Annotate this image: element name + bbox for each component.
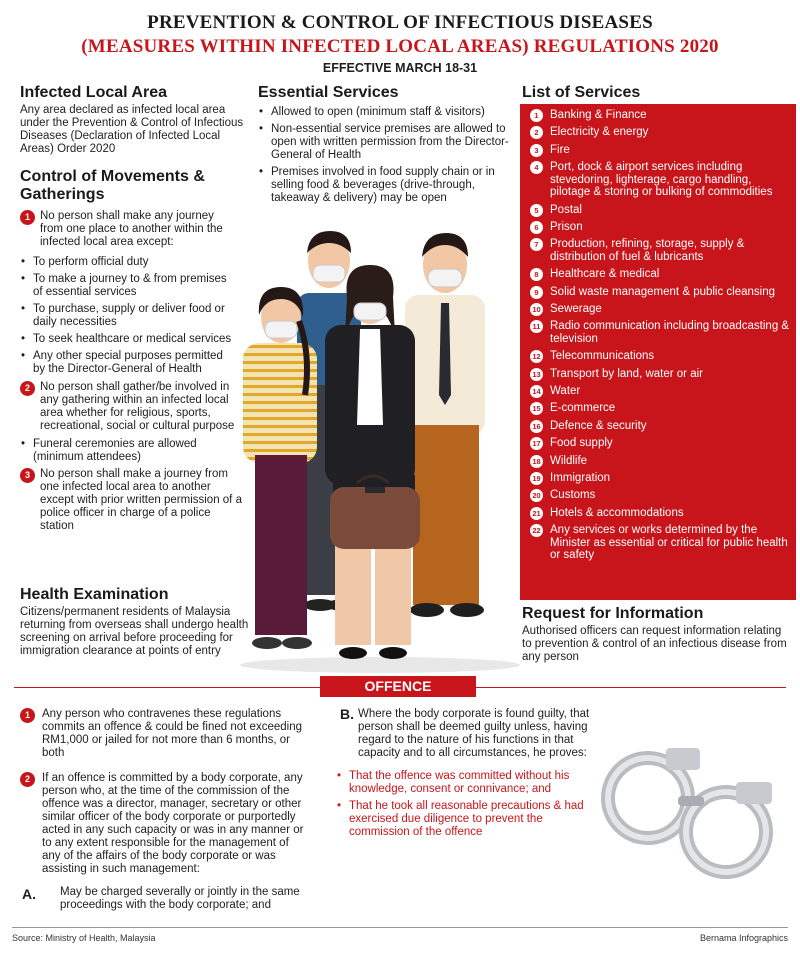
service-item bbox=[530, 268, 790, 281]
service-number-badge: 3 bbox=[530, 144, 543, 157]
offence-item-b bbox=[340, 708, 592, 760]
offence-1-badge: 1 bbox=[20, 708, 35, 723]
service-label: Transport by land, water or air bbox=[550, 367, 703, 380]
list-item: • To perform official duty bbox=[20, 256, 238, 269]
list-item: • That he took all reasonable precautions & had exercised due diligence to prevent the commission of the offence bbox=[336, 800, 592, 839]
service-label: Radio communication including broadcasting & television bbox=[550, 320, 790, 345]
offence-label: OFFENCE bbox=[320, 676, 476, 697]
offence-b-letter: B. bbox=[340, 706, 354, 722]
service-label: Customs bbox=[550, 489, 596, 502]
control-heading-1: Control of Movements & bbox=[20, 168, 205, 185]
service-item bbox=[530, 368, 790, 381]
service-number-badge: 13 bbox=[530, 368, 543, 381]
service-label: Any services or works determined by the Minister as essential or critical for public health or safety bbox=[550, 524, 788, 562]
service-number-badge: 17 bbox=[530, 437, 543, 450]
health-exam-heading: Health Examination bbox=[20, 586, 169, 603]
service-item bbox=[530, 126, 790, 139]
handcuffs-icon bbox=[596, 730, 792, 895]
health-exam-section bbox=[20, 586, 265, 658]
service-number-badge: 22 bbox=[530, 524, 543, 537]
list-item: • Premises involved in food supply chain or in selling food & beverages (drive-through, takeaway & delivery) may be open bbox=[258, 166, 510, 205]
service-number-badge: 21 bbox=[530, 507, 543, 520]
offence-item-2 bbox=[20, 772, 310, 876]
request-info-heading: Request for Information bbox=[522, 605, 704, 622]
rule-2-list bbox=[20, 438, 220, 464]
list-item: • Funeral ceremonies are allowed (minimum attendees) bbox=[20, 438, 220, 464]
rule-2-badge: 2 bbox=[20, 381, 35, 396]
service-label: Wildlife bbox=[550, 454, 588, 467]
essential-services-section bbox=[258, 84, 510, 209]
service-item bbox=[530, 320, 790, 345]
rule-3-badge: 3 bbox=[20, 468, 35, 483]
control-rule-2 bbox=[20, 381, 235, 433]
offence-item-a bbox=[22, 886, 310, 912]
service-label: Healthcare & medical bbox=[550, 268, 660, 281]
service-item bbox=[530, 489, 790, 502]
service-label: Solid waste management & public cleansing bbox=[550, 285, 776, 298]
rule-1-list bbox=[20, 256, 238, 376]
health-exam-text: Citizens/permanent residents of Malaysia returning from overseas shall undergo health screening on arrival before proceeding for immigration clearance at points of entry bbox=[20, 606, 249, 657]
control-section bbox=[20, 168, 248, 533]
rule-1-badge: 1 bbox=[20, 210, 35, 225]
service-number-badge: 12 bbox=[530, 350, 543, 363]
control-heading-2: Gatherings bbox=[20, 186, 105, 203]
service-item bbox=[530, 524, 790, 562]
service-item bbox=[530, 238, 790, 263]
people-with-masks-illustration bbox=[235, 225, 520, 675]
list-item: • Non-essential service premises are allowed to open with written permission from the Director-General of Health bbox=[258, 123, 510, 162]
service-number-badge: 6 bbox=[530, 221, 543, 234]
offence-right-section bbox=[340, 708, 592, 843]
service-label: Food supply bbox=[550, 437, 613, 450]
service-item bbox=[530, 286, 790, 299]
service-item bbox=[530, 303, 790, 316]
offence-item-1 bbox=[20, 708, 310, 760]
service-label: Telecommunications bbox=[550, 350, 655, 363]
rule-2-text: No person shall gather/be involved in any gathering within an infected local area whether for religious, sports, recreational, social or cultural purpose bbox=[40, 381, 235, 432]
effective-date: EFFECTIVE MARCH 18-31 bbox=[322, 61, 478, 75]
service-item bbox=[530, 472, 790, 485]
service-number-badge: 7 bbox=[530, 238, 543, 251]
offence-b-text: Where the body corporate is found guilty, that person shall be deemed guilty unless, having regard to the nature of his functions in that capacity and to all circumstances, he proves: bbox=[358, 708, 590, 759]
page-subtitle: (MEASURES WITHIN INFECTED LOCAL AREAS) REGULATIONS 2020 bbox=[81, 36, 719, 57]
service-label: Water bbox=[550, 385, 581, 398]
service-number-badge: 4 bbox=[530, 161, 543, 174]
infected-local-area-text: Any area declared as infected local area under the Prevention & Control of Infectious Diseases (Declaration of Infected Local Areas) Order 2020 bbox=[20, 104, 244, 155]
service-label: Hotels & accommodations bbox=[550, 506, 684, 519]
offence-2-text: If an offence is committed by a body corporate, any person who, at the time of the commission of the offence was a director, manager, secretary or other similar officer of the body corporate or purportedly acted in any such capacity or was in any manner or to any extent responsible for the management of any of the affairs of the body corporate or was assisting in such management: bbox=[42, 772, 304, 875]
service-label: E-commerce bbox=[550, 402, 616, 415]
offence-2-badge: 2 bbox=[20, 772, 35, 787]
offence-b-list bbox=[336, 770, 592, 839]
service-label: Production, refining, storage, supply & distribution of fuel & lubricants bbox=[550, 238, 745, 263]
service-label: Postal bbox=[550, 203, 582, 216]
control-rule-1 bbox=[20, 210, 230, 249]
service-number-badge: 10 bbox=[530, 303, 543, 316]
service-number-badge: 8 bbox=[530, 268, 543, 281]
service-item bbox=[530, 385, 790, 398]
service-item bbox=[530, 437, 790, 450]
list-item: • Any other special purposes permitted by the Director-General of Health bbox=[20, 350, 238, 376]
service-label: Port, dock & airport services including stevedoring, lighterage, cargo handling, pilotage & storing or bulking of commodities bbox=[550, 161, 773, 199]
man-cream-shirt-figure bbox=[405, 233, 485, 617]
infected-local-area-heading: Infected Local Area bbox=[20, 84, 168, 101]
control-rule-3 bbox=[20, 468, 242, 533]
service-label: Defence & security bbox=[550, 419, 647, 432]
essential-services-heading: Essential Services bbox=[258, 84, 399, 101]
request-info-text: Authorised officers can request information relating to prevention & control of an infectious disease from any person bbox=[522, 625, 787, 663]
service-number-badge: 18 bbox=[530, 455, 543, 468]
service-item bbox=[530, 402, 790, 415]
service-number-badge: 14 bbox=[530, 385, 543, 398]
service-number-badge: 2 bbox=[530, 126, 543, 139]
service-item bbox=[530, 144, 790, 157]
service-label: Fire bbox=[550, 143, 570, 156]
request-info-section bbox=[522, 605, 792, 664]
list-item: • That the offence was committed without his knowledge, consent or connivance; and bbox=[336, 770, 592, 796]
service-number-badge: 15 bbox=[530, 402, 543, 415]
footer-divider bbox=[12, 927, 788, 928]
rule-1-text: No person shall make any journey from one place to another within the infected local area except: bbox=[40, 210, 223, 248]
service-item bbox=[530, 507, 790, 520]
service-item bbox=[530, 350, 790, 363]
offence-left-section bbox=[20, 708, 310, 912]
offence-a-letter: A. bbox=[22, 886, 36, 902]
service-item bbox=[530, 221, 790, 234]
rule-3-text: No person shall make a journey from one infected local area to another except with prior written permission of a police officer in charge of a police station bbox=[40, 468, 242, 532]
service-label: Sewerage bbox=[550, 303, 602, 316]
service-number-badge: 11 bbox=[530, 320, 543, 333]
footer-credit: Bernama Infographics bbox=[699, 933, 788, 943]
service-number-badge: 19 bbox=[530, 472, 543, 485]
service-label: Immigration bbox=[550, 472, 611, 485]
service-label: Electricity & energy bbox=[550, 126, 649, 139]
list-of-services-heading: List of Services bbox=[522, 84, 641, 101]
list-item: • To seek healthcare or medical services bbox=[20, 333, 238, 346]
page-title: PREVENTION & CONTROL OF INFECTIOUS DISEASES bbox=[147, 12, 653, 33]
service-number-badge: 20 bbox=[530, 489, 543, 502]
services-list bbox=[520, 104, 796, 600]
essential-services-list bbox=[258, 106, 510, 205]
offence-1-text: Any person who contravenes these regulations commits an offence & could be fined not exceeding RM1,000 or jailed for not more than 6 months, or both bbox=[42, 708, 302, 759]
service-number-badge: 5 bbox=[530, 204, 543, 217]
service-item bbox=[530, 420, 790, 433]
service-item bbox=[530, 455, 790, 468]
list-item: • Allowed to open (minimum staff & visitors) bbox=[258, 106, 510, 119]
service-number-badge: 9 bbox=[530, 286, 543, 299]
list-item: • To purchase, supply or deliver food or daily necessities bbox=[20, 303, 238, 329]
service-number-badge: 16 bbox=[530, 420, 543, 433]
service-number-badge: 1 bbox=[530, 109, 543, 122]
service-item bbox=[530, 161, 790, 199]
service-label: Prison bbox=[550, 220, 583, 233]
footer-source: Source: Ministry of Health, Malaysia bbox=[12, 933, 156, 943]
offence-a-text: May be charged severally or jointly in the same proceedings with the body corporate; and bbox=[60, 886, 300, 911]
woman-striped-top-figure bbox=[243, 287, 317, 649]
infected-local-area-section bbox=[20, 84, 245, 156]
service-item bbox=[530, 109, 790, 122]
service-item bbox=[530, 204, 790, 217]
service-label: Banking & Finance bbox=[550, 109, 647, 121]
list-item: • To make a journey to & from premises of essential services bbox=[20, 273, 238, 299]
